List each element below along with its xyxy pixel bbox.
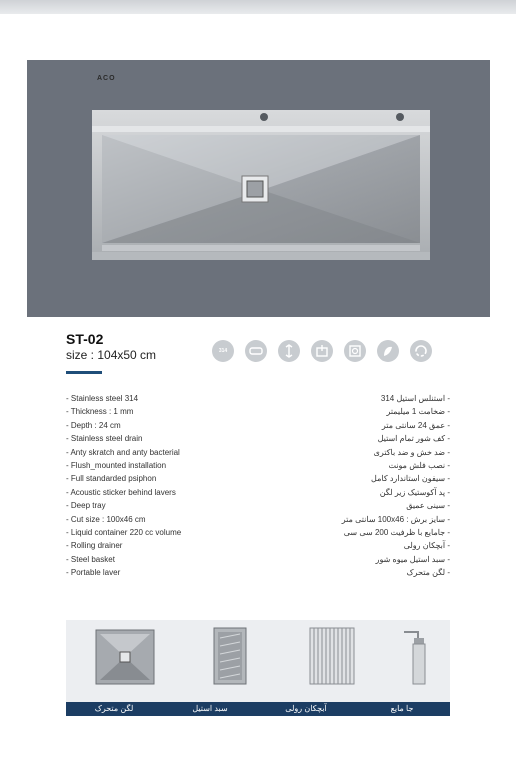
- portable-basin-icon: [94, 626, 156, 686]
- feature-en: - Deep tray: [66, 501, 106, 511]
- feature-en: - Flush_mounted installation: [66, 461, 167, 471]
- product-photo: [27, 60, 490, 317]
- rolling-drainer-icon: [308, 626, 356, 686]
- feature-fa: - سایز برش : 100x46 سانتی متر: [341, 514, 450, 524]
- title-underline: [66, 371, 102, 374]
- feature-fa: - استنلس استیل 314: [380, 394, 450, 403]
- accessories-label-bar: [66, 702, 450, 716]
- feature-fa: - سیفون استاندارد کامل: [371, 474, 450, 484]
- tray-icon: [410, 340, 432, 362]
- accessory-label-basin: لگن متحرک: [94, 704, 134, 713]
- size-text: size : 104x50 cm: [66, 348, 157, 362]
- feature-fa: - سینی عمیق: [406, 501, 450, 511]
- top-border: [0, 0, 516, 14]
- feature-fa: - ضد خش و ضد باکتری: [373, 447, 450, 457]
- feature-en: - Anty skratch and anty bacterial: [66, 447, 180, 457]
- feature-fa: - جامایع با ظرفیت 200 سی سی: [343, 528, 450, 538]
- feature-fa: - سبد استیل میوه شور: [375, 554, 450, 564]
- accessory-label-basket: سبد استیل: [192, 704, 228, 713]
- feature-icons: [212, 340, 432, 362]
- feature-fa: - نصب فلش مونت: [388, 461, 450, 471]
- feature-fa: - ضخامت 1 میلیمتر: [386, 407, 450, 417]
- feature-en: - Full standarded psiphon: [66, 474, 157, 484]
- feature-en: - Depth : 24 cm: [66, 420, 121, 430]
- drain-icon: [245, 340, 267, 362]
- feature-fa: - کف شور تمام استیل: [377, 434, 450, 444]
- feature-en: - Acoustic sticker behind lavers: [66, 487, 176, 497]
- feature-fa: - لگن متحرک: [406, 568, 450, 578]
- feature-en: - Portable laver: [66, 568, 121, 578]
- sink-image: [92, 110, 430, 260]
- feature-en: - Liquid container 220 cc volume: [66, 528, 182, 538]
- brand-logo: ACO: [97, 75, 116, 82]
- feature-fa: - پد آکوستیک زیر لگن: [379, 487, 450, 497]
- accessory-label-drainer: آبچکان رولی: [285, 704, 327, 713]
- feature-en: - Stainless steel drain: [66, 434, 143, 444]
- installation-icon: [311, 340, 333, 362]
- feature-en: - Stainless steel 314: [66, 394, 139, 403]
- feature-en: - Cut size : 100x46 cm: [66, 514, 146, 524]
- feature-fa: - آبچکان رولی: [403, 541, 450, 551]
- feature-en: - Steel basket: [66, 554, 115, 564]
- feature-en: - Thickness : 1 mm: [66, 407, 134, 417]
- feature-fa: - عمق 24 سانتی متر: [381, 420, 450, 430]
- feature-en: - Rolling drainer: [66, 541, 123, 551]
- accessories-strip: [66, 620, 450, 716]
- steel-314-icon: 314: [212, 340, 234, 362]
- depth-icon: [278, 340, 300, 362]
- antibacterial-icon: [377, 340, 399, 362]
- model-title: ST-02: [66, 331, 104, 347]
- soap-dispenser-icon: [400, 626, 430, 686]
- accessory-label-dispenser: جا مایع: [390, 704, 414, 713]
- steel-basket-icon: [212, 626, 248, 686]
- siphon-icon: [344, 340, 366, 362]
- features-persian: [230, 392, 450, 580]
